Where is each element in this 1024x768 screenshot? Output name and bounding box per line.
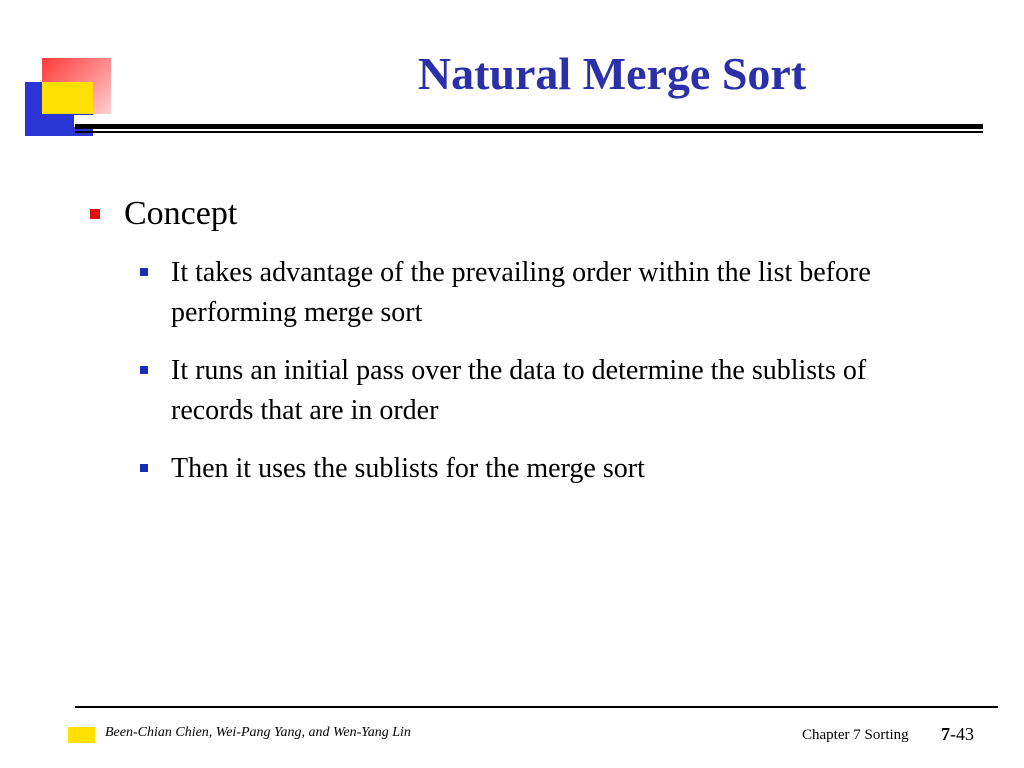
sub-bullet-text: It runs an initial pass over the data to determine the sublists of records that are in order — [171, 355, 867, 426]
sub-bullet — [140, 253, 940, 333]
blue-square-bullet-icon — [140, 268, 148, 276]
logo-yellow-square — [42, 82, 93, 114]
blue-square-bullet-icon — [140, 464, 148, 472]
footer-rule — [75, 706, 998, 708]
footer-yellow-swatch — [68, 727, 95, 743]
footer-authors: Been-Chian Chien, Wei-Pang Yang, and Wen-Yang Lin — [105, 725, 411, 740]
page-number-slide: -43 — [950, 724, 974, 744]
template-logo-squares — [0, 0, 120, 140]
title-rule-thick — [75, 124, 983, 129]
red-square-bullet-icon — [90, 209, 100, 219]
bullet-concept-label: Concept — [124, 195, 238, 232]
sub-bullet — [140, 449, 940, 489]
page-number — [941, 724, 974, 745]
slide-title: Natural Merge Sort — [417, 48, 807, 99]
sub-bullet-text: Then it uses the sublists for the merge sort — [171, 453, 645, 484]
page-number-chapter: 7 — [941, 724, 950, 744]
footer-chapter: Chapter 7 Sorting — [802, 727, 909, 743]
sub-bullet — [140, 351, 940, 431]
title-rule-thin — [75, 131, 983, 133]
blue-square-bullet-icon — [140, 366, 148, 374]
bullet-concept — [90, 192, 237, 236]
sub-bullet-text: It takes advantage of the prevailing order within the list before performing merge sort — [171, 257, 871, 328]
